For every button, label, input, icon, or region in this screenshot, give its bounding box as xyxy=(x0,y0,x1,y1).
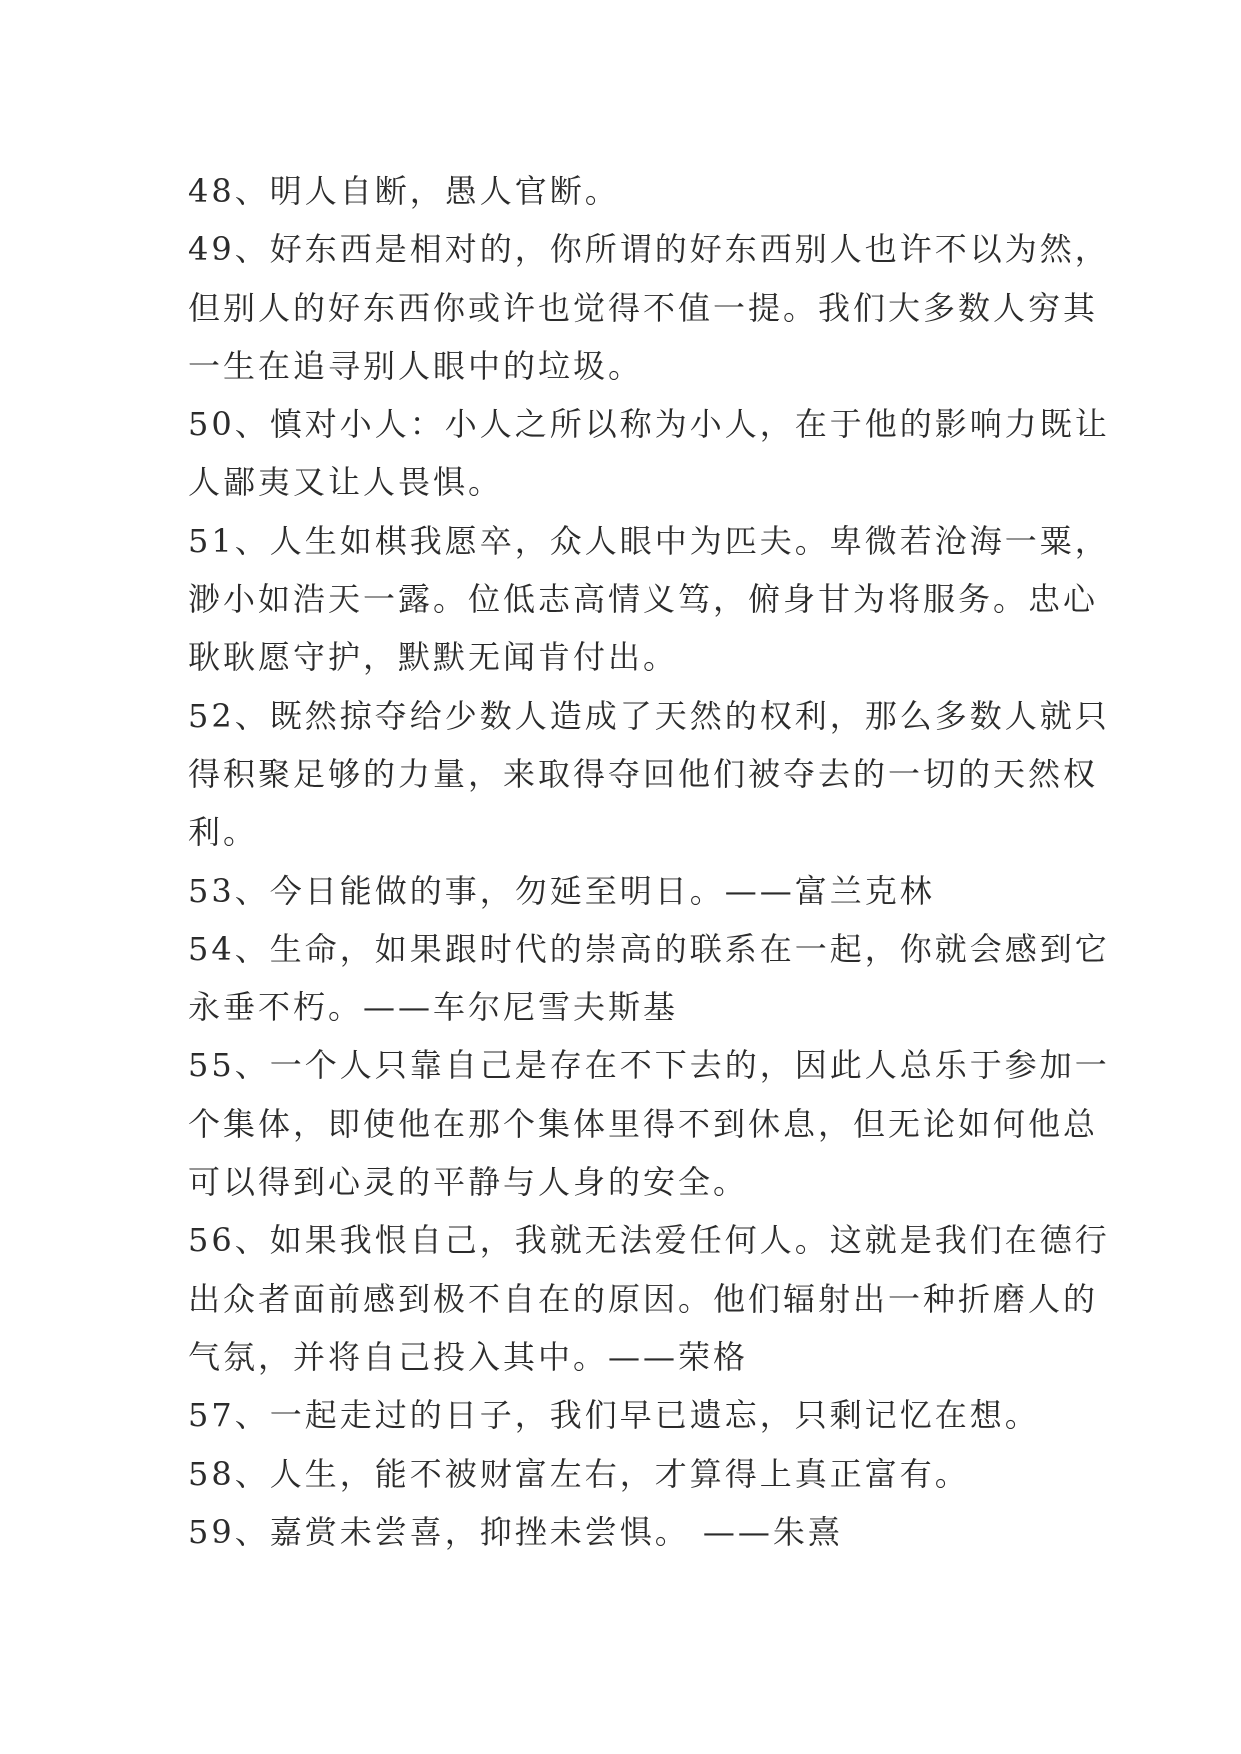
text-line: 一生在追寻别人眼中的垃圾。 xyxy=(188,346,644,385)
text-line: 渺小如浩天一露。位低志高情义笃，俯身甘为将服务。忠心 xyxy=(188,580,1099,619)
text-line: 但别人的好东西你或许也觉得不值一提。我们大多数人穷其 xyxy=(188,288,1099,327)
text-line: 出众者面前感到极不自在的原因。他们辐射出一种折磨人的 xyxy=(188,1279,1099,1318)
quote-list xyxy=(188,162,1110,1561)
text-line: 51、人生如棋我愿卒，众人眼中为匹夫。卑微若沧海一粟， xyxy=(188,521,1110,560)
text-line: 52、既然掠夺给少数人造成了天然的权利，那么多数人就只 xyxy=(188,696,1110,735)
text-line: 58、人生，能不被财富左右，才算得上真正富有。 xyxy=(188,1454,970,1493)
text-line: 49、好东西是相对的，你所谓的好东西别人也许不以为然， xyxy=(188,230,1110,269)
text-line: 55、一个人只靠自己是存在不下去的，因此人总乐于参加一 xyxy=(188,1046,1110,1085)
text-line: 永垂不朽。——车尔尼雪夫斯基 xyxy=(188,988,679,1027)
text-line: 人鄙夷又让人畏惧。 xyxy=(188,463,504,502)
text-line: 气氛，并将自己投入其中。——荣格 xyxy=(188,1337,749,1376)
text-line: 50、慎对小人：小人之所以称为小人，在于他的影响力既让 xyxy=(188,405,1110,444)
text-line: 53、今日能做的事，勿延至明日。——富兰克林 xyxy=(188,871,935,910)
text-line: 54、生命，如果跟时代的崇高的联系在一起，你就会感到它 xyxy=(188,929,1110,968)
text-line: 56、如果我恨自己，我就无法爱任何人。这就是我们在德行 xyxy=(188,1221,1110,1260)
text-line: 59、嘉赏未尝喜，抑挫未尝惧。 ——朱熹 xyxy=(188,1512,843,1551)
text-line: 得积聚足够的力量，来取得夺回他们被夺去的一切的天然权 xyxy=(188,754,1099,793)
text-line: 48、明人自断，愚人官断。 xyxy=(188,172,620,210)
text-line: 耿耿愿守护，默默无闻肯付出。 xyxy=(188,638,679,677)
text-line: 可以得到心灵的平静与人身的安全。 xyxy=(188,1163,749,1202)
text-line: 个集体，即使他在那个集体里得不到休息，但无论如何他总 xyxy=(188,1104,1099,1143)
text-line: 利。 xyxy=(188,813,259,852)
text-line: 57、一起走过的日子，我们早已遗忘，只剩记忆在想。 xyxy=(188,1396,1040,1435)
